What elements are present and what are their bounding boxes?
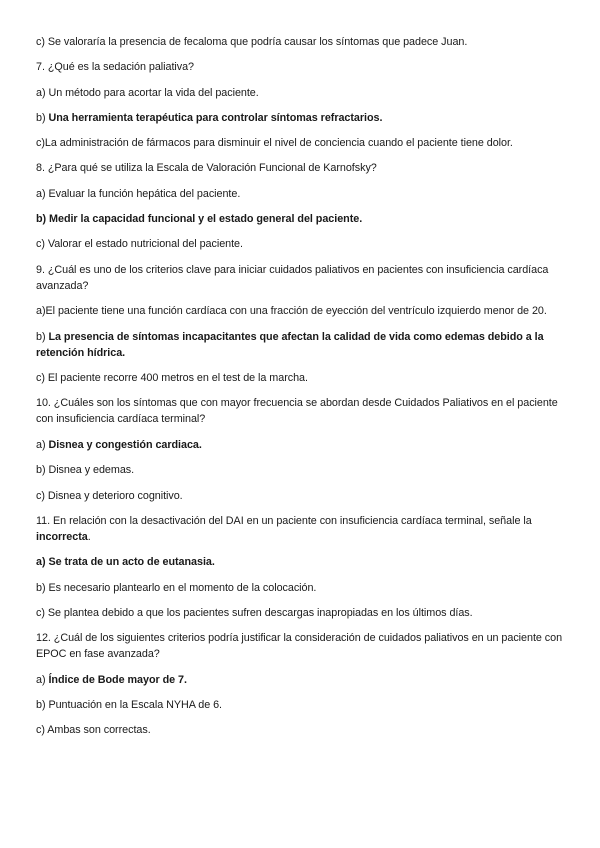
question-8: 8. ¿Para qué se utiliza la Escala de Valoración Funcional de Karnofsky? (36, 162, 377, 175)
question-10: 10. ¿Cuáles son los síntomas que con mayor frecuencia se abordan desde Cuidados Paliativos en el paciente con insuficiencia cardíaca terminal? (36, 397, 558, 426)
answer-a-q11: a) Se trata de un acto de eutanasia. (36, 556, 215, 569)
answer-b-q7: b) Una herramienta terapéutica para controlar síntomas refractarios. (36, 111, 383, 124)
answer-c-q6: c) Se valoraría la presencia de fecaloma que podría causar los síntomas que padece Juan. (36, 36, 468, 48)
question-9: 9. ¿Cuál es uno de los criterios clave para iniciar cuidados paliativos en pacientes con insuficiencia cardíaca avanzada? (36, 263, 549, 292)
question-11: 11. En relación con la desactivación del DAI en un paciente con insuficiencia cardíaca terminal, señale la incorrecta. (36, 514, 532, 543)
answer-c-q10: c) Disnea y deterioro cognitivo. (36, 489, 183, 502)
answer-c-q7: c)La administración de fármacos para disminuir el nivel de conciencia cuando el paciente tiene dolor. (36, 137, 513, 150)
answer-c-q8: c) Valorar el estado nutricional del paciente. (36, 238, 243, 251)
answer-c-q9: c) El paciente recorre 400 metros en el test de la marcha. (36, 372, 308, 385)
answer-b-q8: b) Medir la capacidad funcional y el estado general del paciente. (36, 213, 363, 226)
answer-a-q8: a) Evaluar la función hepática del paciente. (36, 187, 241, 200)
question-12: 12. ¿Cuál de los siguientes criterios podría justificar la consideración de cuidados paliativos en un paciente con EPOC en fase avanzada? (36, 632, 563, 661)
answer-a-q12: a) Índice de Bode mayor de 7. (36, 673, 187, 686)
answer-a-q9: a)El paciente tiene una función cardíaca con una fracción de eyección del ventrículo izquierdo menor de 20. (36, 305, 547, 318)
answer-c-q12: c) Ambas son correctas. (36, 724, 151, 737)
answer-b-q11: b) Es necesario plantearlo en el momento de la colocación. (36, 581, 317, 594)
question-7: 7. ¿Qué es la sedación paliativa? (36, 61, 194, 74)
answer-b-q10: b) Disnea y edemas. (36, 464, 135, 477)
answer-a-q10: a) Disnea y congestión cardiaca. (36, 438, 202, 451)
answer-c-q11: c) Se plantea debido a que los pacientes sufren descargas inapropiadas en los últimos días. (36, 606, 473, 619)
answer-b-q12: b) Puntuación en la Escala NYHA de 6. (36, 699, 223, 712)
answer-b-q9: b) La presencia de síntomas incapacitantes que afectan la calidad de vida como edemas debido a la retención hídrica. (36, 330, 544, 359)
answer-a-q7: a) Un método para acortar la vida del paciente. (36, 86, 259, 99)
